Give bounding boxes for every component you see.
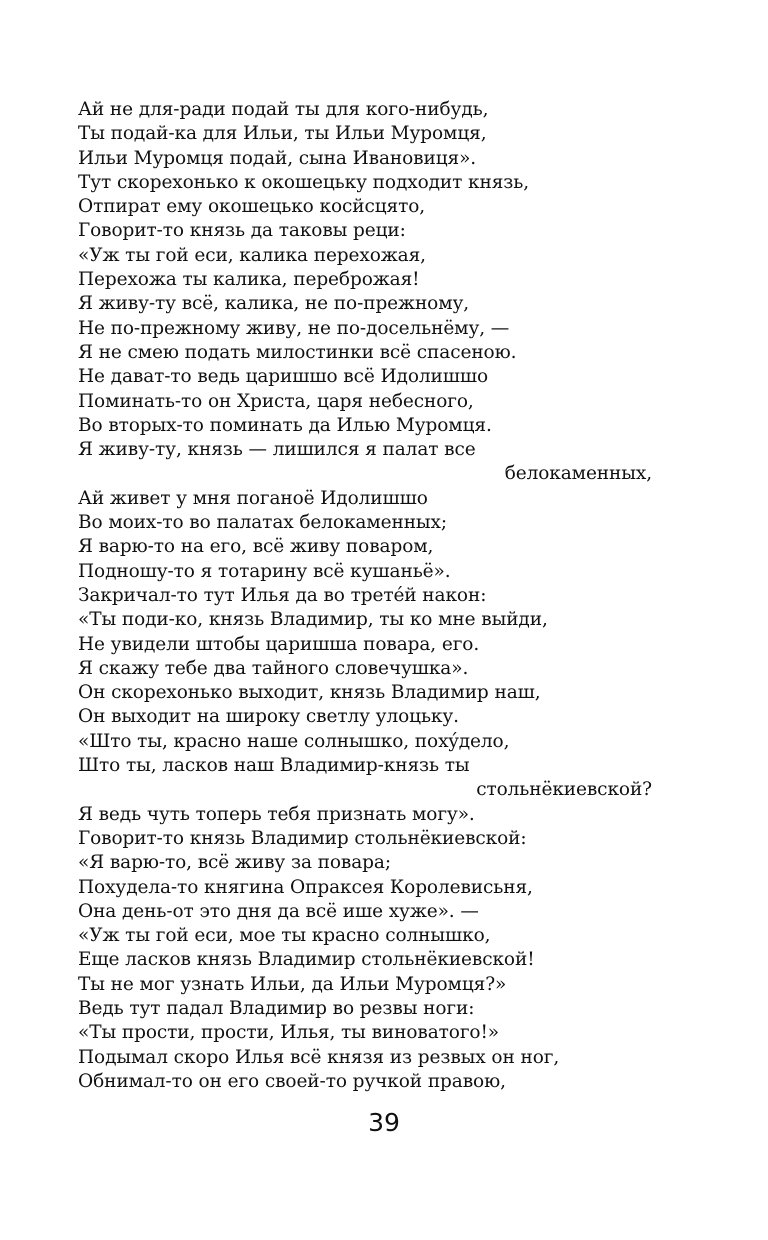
poem-line: «Што ты, красно наше солнышко, похýдело, — [78, 730, 510, 752]
poem-line: Похудела-то княгина Опраксея Королевисьня, — [78, 876, 533, 898]
poem-line: Он скорехонько выходит, князь Владимир наш, — [78, 682, 541, 704]
poem-line: Я скажу тебе два тайного словечушка». — [78, 657, 469, 679]
poem-line: Не по-прежному живу, не по-досельнёму, — — [78, 317, 510, 339]
poem-line: Што ты, ласков наш Владимир-князь ты — [78, 755, 470, 777]
poem-line: Она день-от это дня да всё ише хуже». — — [78, 900, 479, 922]
poem-line: «Ты поди-ко, князь Владимир, ты ко мне выйди, — [78, 609, 548, 631]
poem-line: «Я варю-то, всё живу за повара; — [78, 852, 391, 874]
poem-line: Я варю-то на его, всё живу поваром, — [78, 536, 434, 558]
poem-line: Я не смею подать милостинки всё спасеною. — [78, 341, 517, 363]
poem-line: «Уж ты гой еси, калика перехожая, — [78, 244, 426, 266]
poem-line: Не дават-то ведь царишшо всё Идолишшо — [78, 366, 488, 388]
poem-line-continuation: стольнёкиевской? — [476, 779, 652, 801]
poem-line: Обнимал-то он его своей-то ручкой правою, — [78, 1070, 506, 1092]
poem-line: Я живу-ту, князь — лишился я палат все — [78, 439, 476, 461]
poem-line: Подношу-то я тотарину всё кушаньё». — [78, 560, 451, 582]
poem-line: Он выходит на широку светлу улоцьку. — [78, 706, 459, 728]
poem-line-continuation: белокаменных, — [504, 463, 652, 485]
poem-line: Ай не для-ради подай ты для кого-нибудь, — [78, 99, 489, 120]
page-number: 39 — [368, 1108, 400, 1137]
poem-line: Ай живет у мня поганоё Идолишшо — [78, 487, 428, 509]
poem-line: Ты подай-ка для Ильи, ты Ильи Муромця, — [78, 123, 487, 145]
poem-line: Отпират ему окошецько косйсцято, — [78, 196, 426, 218]
poem-line: Поминать-то он Христа, царя небесного, — [78, 390, 474, 412]
poem-line: Еще ласков князь Владимир стольнёкиевской! — [78, 949, 535, 971]
poem-line: Я живу-ту всё, калика, не по-прежному, — [78, 293, 470, 315]
poem-line: Перехожа ты калика, переброжая! — [78, 269, 420, 291]
poem-line: Говорит-то князь да таковы реци: — [78, 220, 406, 242]
poem-text — [78, 98, 658, 1094]
poem-line: Во вторых-то поминать да Илью Муромця. — [78, 414, 492, 436]
poem-line: «Уж ты гой еси, мое ты красно солнышко, — [78, 925, 491, 947]
poem-line: Тут скорехонько к окошецьку подходит князь, — [78, 171, 530, 193]
poem-line: Ильи Муромця подай, сына Ивановиця». — [78, 147, 477, 169]
poem-line: Говорит-то князь Владимир стольнёкиевской: — [78, 827, 527, 849]
poem-line: Во моих-то во палатах белокаменных; — [78, 512, 448, 534]
poem-line: Закричал-то тут Илья да во третéй након: — [78, 584, 487, 606]
poem-line: Ты не мог узнать Ильи, да Ильи Муромця?» — [78, 973, 507, 995]
poem-line: Подымал скоро Илья всё князя из резвых он ног, — [78, 1046, 560, 1068]
poem-line: Ведь тут падал Владимир во резвы ноги: — [78, 997, 475, 1019]
poem-line: Я ведь чуть топерь тебя признать могу». — [78, 803, 475, 825]
poem-line: Не увидели штобы царишша повара, его. — [78, 633, 480, 655]
poem-line: «Ты прости, прости, Илья, ты виноватого!» — [78, 1022, 500, 1044]
